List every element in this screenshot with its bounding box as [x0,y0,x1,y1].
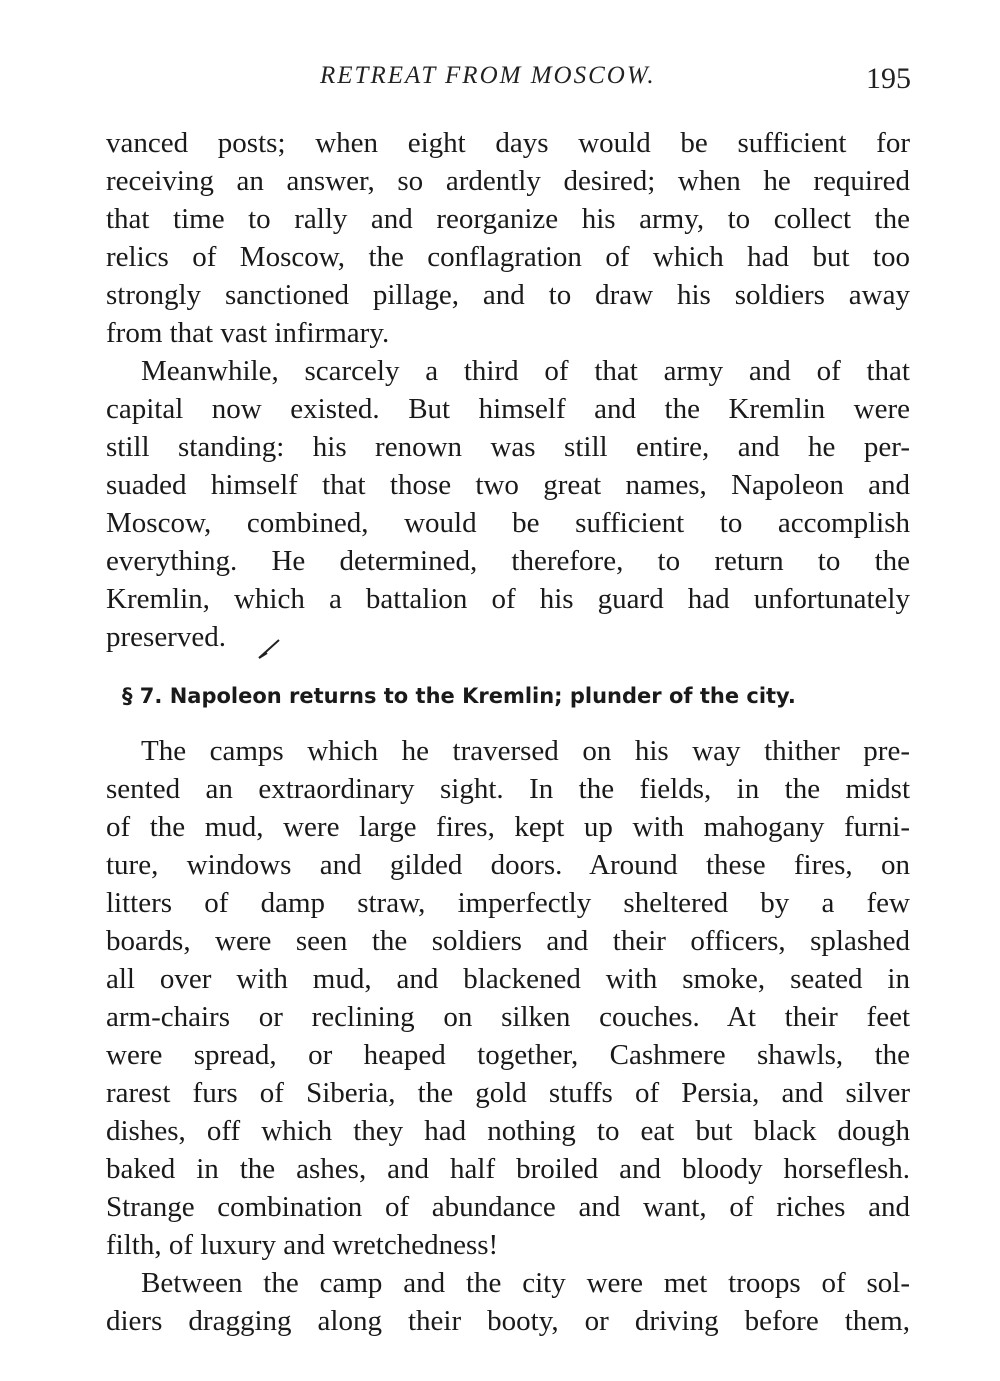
text-line: rarest furs of Siberia, the gold stuffs of Persia, and silver [106,1077,910,1109]
text-line: Kremlin, which a battalion of his guard had unfortunately [106,583,910,615]
text-line: boards, were seen the soldiers and their officers, splashed [106,925,910,957]
text-line: diers dragging along their booty, or driving before them, [106,1305,910,1337]
text-line: litters of damp straw, imperfectly sheltered by a few [106,887,910,919]
text-line: filth, of luxury and wretchedness! [106,1229,499,1261]
running-head: RETREAT FROM MOSCOW. [320,62,656,89]
text-line: vanced posts; when eight days would be sufficient for [106,127,910,159]
text-line: receiving an answer, so ardently desired; when he required [106,165,910,197]
text-line: Strange combination of abundance and want, of riches and [106,1191,910,1223]
text-line: Meanwhile, scarcely a third of that army and of that [141,355,910,387]
text-line: preserved. [106,621,226,653]
text-line: Between the camp and the city were met troops of sol- [141,1267,910,1299]
text-line: all over with mud, and blackened with smoke, seated in [106,963,910,995]
text-line: capital now existed. But himself and the Kremlin were [106,393,910,425]
text-line: The camps which he traversed on his way thither pre- [141,735,910,767]
text-line: sented an extraordinary sight. In the fields, in the midst [106,773,910,805]
text-line: from that vast infirmary. [106,317,390,349]
text-line: relics of Moscow, the conflagration of which had but too [106,241,910,273]
text-line: baked in the ashes, and half broiled and bloody horseflesh. [106,1153,910,1185]
pen-mark-icon [255,636,283,662]
text-line: arm-chairs or reclining on silken couches. At their feet [106,1001,910,1033]
page-number: 195 [866,62,911,95]
text-line: were spread, or heaped together, Cashmere shawls, the [106,1039,910,1071]
text-line: everything. He determined, therefore, to return to the [106,545,910,577]
text-line: Moscow, combined, would be sufficient to accomplish [106,507,910,539]
text-line: dishes, off which they had nothing to eat but black dough [106,1115,910,1147]
text-line: strongly sanctioned pillage, and to draw his soldiers away [106,279,910,311]
text-line: still standing: his renown was still entire, and he per- [106,431,910,463]
text-line: suaded himself that those two great names, Napoleon and [106,469,910,501]
text-line: that time to rally and reorganize his army, to collect the [106,203,910,235]
text-line: ture, windows and gilded doors. Around these fires, on [106,849,910,881]
text-line: of the mud, were large fires, kept up with mahogany furni- [106,811,910,843]
section-heading: § 7. Napoleon returns to the Kremlin; plunder of the city. [122,684,796,708]
